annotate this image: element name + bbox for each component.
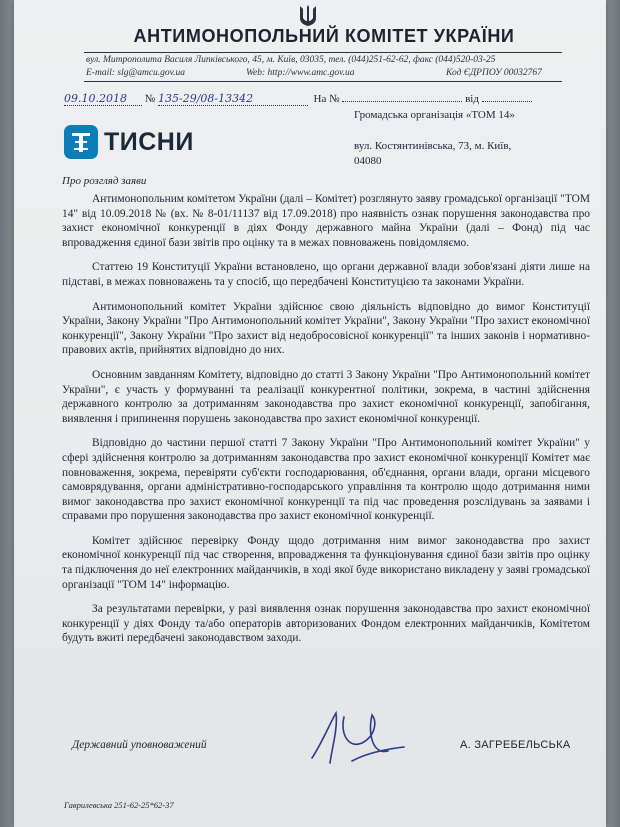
coat-of-arms-icon [298, 4, 318, 28]
paragraph: Основним завданням Комітету, відповідно до статті 3 Закону України "Про Антимонопольний комітет України", є участь у формуванні та реалізації конкурентної політики, зокрема, в частині здійснення державного контролю за дотриманням законодавства про захист економічної конкуренції, запобігання, виявлення і припинення порушень законодавства про захист економічної конкуренції. [62, 368, 590, 425]
paragraph: Комітет здійснює перевірку Фонду щодо дотримання ним вимог законодавства про захист економічної конкуренції під час створення, впровадження та функціонування єдиної бази звітів про оцінку та підключення до неї електронних майданчиків, в ході якої буде використано викладену у заяві громадської організації "ТОМ 14" інформацію. [62, 534, 590, 591]
recipient-org: Громадська організація «ТОМ 14» [354, 109, 515, 121]
header-rule-top [84, 52, 562, 53]
signatory-role: Державний уповноважений [72, 739, 207, 751]
paragraph: Антимонопольним комітетом України (далі – Комітет) розглянуто заяву громадської організації "ТОМ 14" від 10.09.2018 № (вх. № 8-01/11137 від 17.09.2018) про наявність ознак порушення законодавства про захист економічної конкуренції в діях Фонду державного майна України (далі – Фонд) під час впровадження єдиної бази звітів про оцінку та в межах повноважень повідомляємо. [62, 193, 590, 249]
tysny-logo-text: ТИСНИ [104, 127, 194, 156]
header-address: вул. Митрополита Василя Липківського, 45, м. Київ, 03035, тел. (044)251-62-62, факс (044)520-03-25 [86, 55, 496, 65]
org-title: АНТИМОНОПОЛЬНИЙ КОМІТЕТ УКРАЇНИ [133, 26, 515, 46]
executor-footer: Гаврилевська 251-62-25*62-37 [64, 800, 174, 810]
reference-no-label: № [144, 93, 156, 105]
header-web: Web: http://www.amc.gov.ua [246, 68, 355, 78]
reference-to-label: На № [313, 93, 340, 105]
reference-from-label: від [465, 93, 479, 105]
tysny-logo [64, 124, 194, 160]
handwritten-signature [292, 703, 412, 773]
recipient-zip: 04080 [354, 155, 382, 167]
reference-number: 135-29/08-13342 [158, 92, 254, 105]
header-code: Код ЄДРПОУ 00032767 [446, 68, 542, 78]
reference-line [64, 92, 532, 106]
paragraph: Антимонопольний комітет України здійснює свою діяльність відповідно до вимог Конституції України, Закону України "Про Антимонопольний комітет України", Закону України "Про захист економічної конкуренції", Закону України "Про захист від недобросовісної конкуренції" та інших законів і нормативно-правових актів, прийнятих відповідно до них. [62, 300, 590, 357]
paragraph: За результатами перевірки, у разі виявлення ознак порушення законодавства про захист економічної конкуренції у діях Фонду та/або операторів авторизованих Фондом електронних майданчиків, Комітетом будуть вжиті передбачені законодавством заходи. [62, 603, 590, 645]
header-email: E-mail: slg@amcu.gov.ua [86, 68, 186, 78]
paragraph: Відповідно до частини першої статті 7 Закону України "Про Антимонопольний комітет України" у сфері здійснення контролю за дотриманням законодавства про захист економічної конкуренції Комітет має повноваження, зокрема, перевіряти суб'єкти господарювання, об'єднання, органи влади, органи місцевого самоврядування, органи адміністративно-господарського управління та контролю щодо дотримання ними вимог законодавства про захист економічної конкуренції та під час проведення розслідувань за заявами і справами про порушення законодавства про захист економічної конкуренції. [62, 437, 590, 523]
paragraph: Статтею 19 Конституції України встановлено, що органи державної влади зобов'язані діяти лише на підставі, в межах повноважень та у спосіб, що передбачені Конституцією та законами України. [62, 261, 590, 288]
letter-page [14, 0, 606, 827]
letter-subject: Про розгляд заяви [62, 175, 147, 187]
letter-body [62, 192, 590, 656]
recipient-street: вул. Костянтинівська, 73, м. Київ, [354, 140, 512, 152]
reference-date: 09.10.2018 [64, 92, 127, 105]
tysny-logo-icon [64, 125, 98, 159]
signatory-name: А. ЗАГРЕБЕЛЬСЬКА [460, 739, 571, 751]
header-rule-bottom [84, 81, 562, 82]
